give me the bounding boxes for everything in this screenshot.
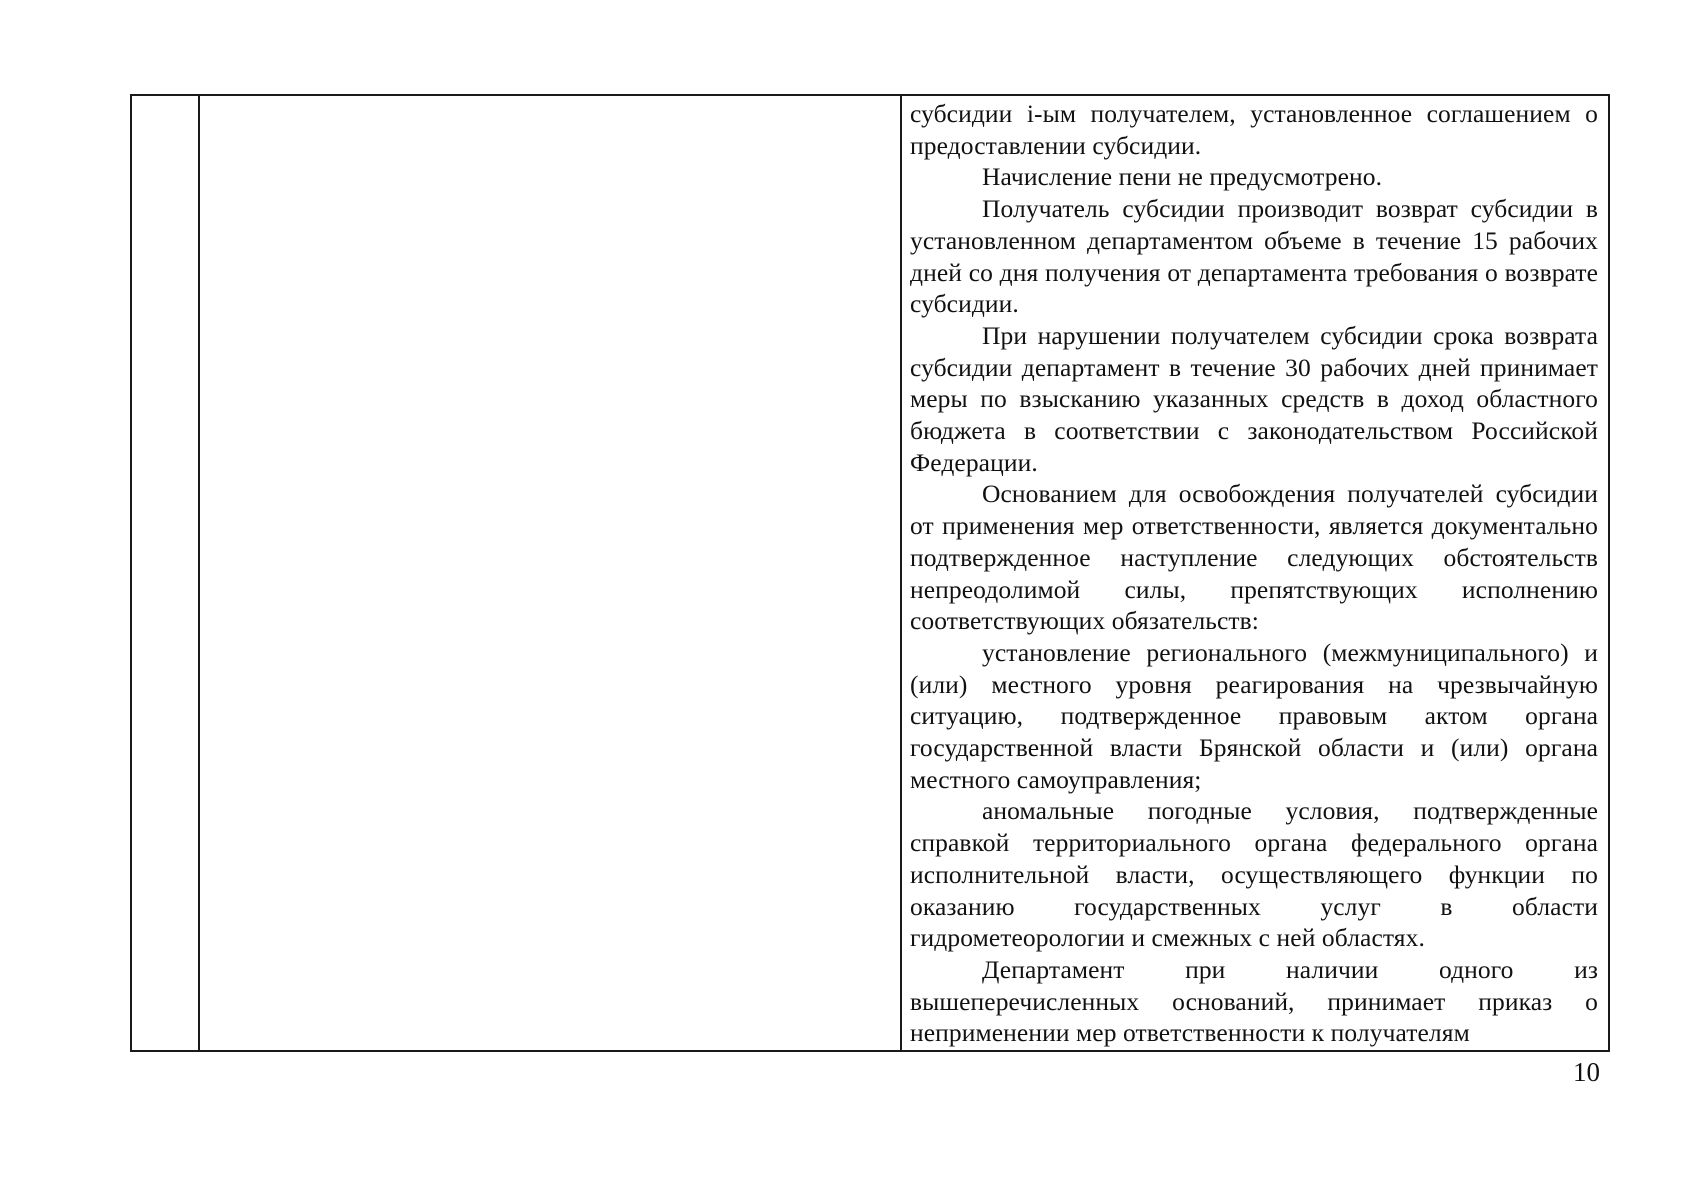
- description-column-cell: [199, 95, 901, 1051]
- paragraph-3: Получатель субсидии производит возврат субсидии в установленном департаментом объеме в течение 15 рабочих дней со дня получения от департамента требования о возврате субсидии.: [910, 194, 1598, 319]
- text-column-cell: [901, 95, 1609, 1051]
- document-table: [130, 94, 1610, 1052]
- number-column-cell: [131, 95, 199, 1051]
- paragraph-2: Начисление пени не предусмотрено.: [982, 162, 1383, 192]
- table-row: [131, 95, 1609, 1051]
- text-cell-content: [902, 96, 1608, 1049]
- paragraph-1: субсидии i-ым получателем, установленное соглашением о предоставлении субсидии.: [910, 99, 1598, 160]
- paragraph-5: Основанием для освобождения получателей субсидии от применения мер ответственности, является документально подтвержденное наступление следующих обстоятельств непреодолимой силы, препятствующих исполнению соответствующих обязательств:: [910, 479, 1598, 636]
- paragraph-4: При нарушении получателем субсидии срока возврата субсидии департамент в течение 30 рабочих дней принимает меры по взысканию указанных средств в доход областного бюджета в соответствии с законодательством Российской Федерации.: [910, 320, 1598, 477]
- paragraph-8: Департамент при наличии одного из вышеперечисленных оснований, принимает приказ о неприменении мер ответственности к получателям: [910, 954, 1598, 1048]
- paragraph-6: установление регионального (межмуниципального) и (или) местного уровня реагирования на чрезвычайную ситуацию, подтвержденное правовым актом органа государственной власти Брянской области и (или) органа местного самоуправления;: [910, 637, 1598, 794]
- paragraph-7: аномальные погодные условия, подтвержденные справкой территориального органа федерального органа исполнительной власти, осуществляющего функции по оказанию государственных услуг в области гидрометеорологии и смежных с ней областях.: [910, 796, 1598, 953]
- page-number: 10: [1573, 1057, 1600, 1087]
